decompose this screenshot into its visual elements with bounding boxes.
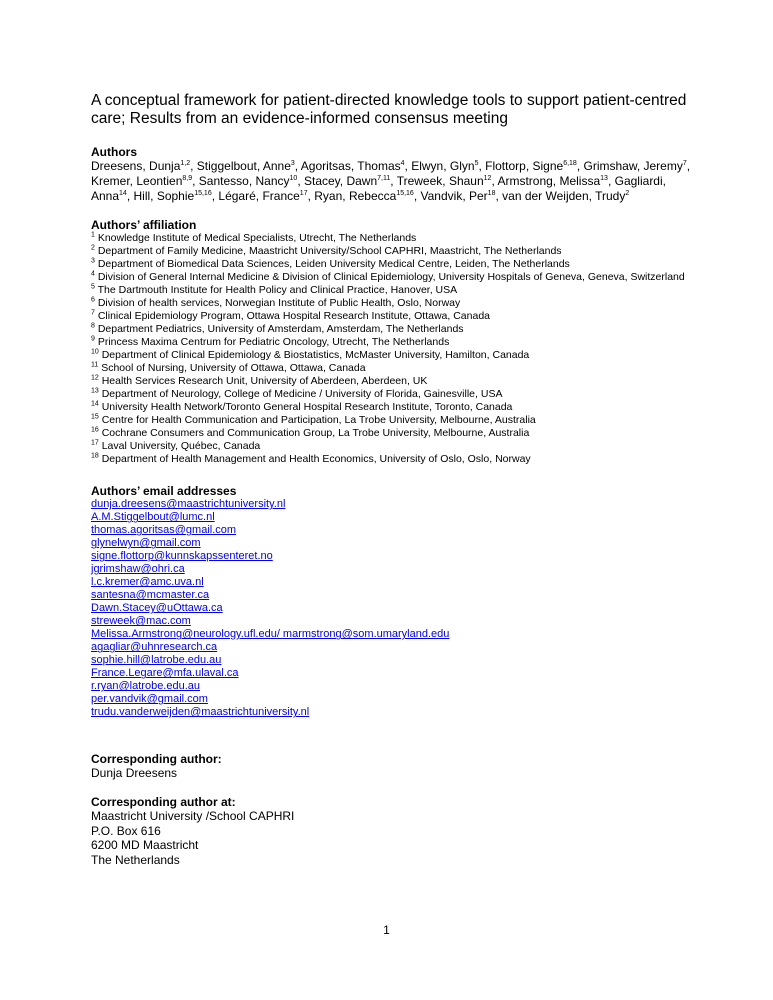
author-name: Santesso, Nancy <box>198 173 290 188</box>
affiliation-item <box>91 375 691 388</box>
email-link[interactable]: glynelwyn@gmail.com <box>91 537 201 550</box>
address-line: The Netherlands <box>91 852 180 867</box>
author-name: Ryan, Rebecca <box>314 188 397 203</box>
email-item <box>91 524 691 537</box>
affiliation-number: 7 <box>91 309 95 317</box>
author-affiliation-ref: 2 <box>625 189 630 197</box>
author-name: Agoritsas, Thomas <box>300 159 401 173</box>
author-list: Dreesens, Dunja$^{1,2}$, Stiggelbout, Anne$^3$, Agoritsas, Thomas$^4$, Elwyn, Glyn$^5$, Flottorp, Signe$^{6,18}$, Grimshaw, Jeremy$^7$, Kremer, Leontien$^{8,9}$, Santesso, Nancy$^{10}$, Stacey, Dawn$^{7,11}$, Treweek, Shaun$^{12}$, Armstrong, Melissa$^{13}$, Gagliardi, Anna$^{14}$, Hill, Sophie$^{15,16}$, Légaré, France$^{17}$, Ryan, Rebecca$^{15,16}$, Vandvik, Per$^{18}$, van der Weijden, Trudy$^2$ <box>91 159 691 203</box>
email-item <box>91 641 691 654</box>
email-link[interactable]: Dawn.Stacey@uOttawa.ca <box>91 602 223 615</box>
author-name: Stacey, Dawn <box>303 173 378 188</box>
author-name: Flottorp, Signe <box>485 159 564 173</box>
affiliation-item <box>91 453 691 466</box>
email-item <box>91 563 691 576</box>
affiliation-item <box>91 427 691 440</box>
affiliation-item <box>91 258 691 271</box>
affiliation-text: The Dartmouth Institute for Health Policy and Clinical Practice, Hanover, USA <box>97 284 458 297</box>
affiliation-number: 18 <box>91 452 99 460</box>
affiliation-text: Clinical Epidemiology Program, Ottawa Hospital Research Institute, Ottawa, Canada <box>97 310 491 323</box>
affiliation-item <box>91 284 691 297</box>
email-link[interactable]: trudu.vanderweijden@maastrichtuniversity.nl <box>91 706 310 719</box>
affiliation-text: Department Pediatrics, University of Amsterdam, Amsterdam, The Netherlands <box>97 323 464 336</box>
author-affiliation-ref: 18 <box>487 189 496 197</box>
page-number: 1 <box>383 923 390 937</box>
email-link[interactable]: per.vandvik@gmail.com <box>91 693 208 706</box>
affiliation-text: Department of Clinical Epidemiology & Biostatistics, McMaster University, Hamilton, Canada <box>101 349 530 362</box>
author-name: van der Weijden, Trudy <box>502 188 626 203</box>
email-list <box>91 498 691 719</box>
email-item <box>91 628 691 641</box>
corresponding-address <box>91 809 691 867</box>
affiliation-text: Department of Neurology, College of Medicine / University of Florida, Gainesville, USA <box>101 388 503 401</box>
author-name: Armstrong, Melissa <box>497 173 601 188</box>
email-link[interactable]: A.M.Stiggelbout@lumc.nl <box>91 511 215 524</box>
address-line: 6200 MD Maastricht <box>91 838 199 853</box>
address-line: Maastricht University /School CAPHRI <box>91 808 295 823</box>
affiliation-text: Department of Health Management and Health Economics, University of Oslo, Oslo, Norway <box>101 453 531 466</box>
email-link[interactable]: streweek@mac.com <box>91 615 191 628</box>
email-link[interactable]: r.ryan@latrobe.edu.au <box>91 680 201 693</box>
email-link[interactable]: France.Legare@mfa.ulaval.ca <box>91 667 239 680</box>
affiliation-item <box>91 414 691 427</box>
authors-heading: Authors <box>91 145 137 159</box>
author-affiliation-ref: 15,16 <box>396 189 414 197</box>
email-item <box>91 693 691 706</box>
email-link[interactable]: jgrimshaw@ohri.ca <box>91 563 185 576</box>
email-item <box>91 680 691 693</box>
author-name: Hill, Sophie <box>133 188 195 203</box>
email-link[interactable]: sophie.hill@latrobe.edu.au <box>91 654 222 667</box>
affiliation-item <box>91 440 691 453</box>
email-heading: Authors’ email addresses <box>91 484 237 499</box>
affiliation-number: 1 <box>91 231 95 239</box>
author-name: Grimshaw, Jeremy <box>583 159 683 173</box>
affiliation-item <box>91 245 691 258</box>
email-item <box>91 602 691 615</box>
corresponding-author-name: Dunja Dreesens <box>91 766 178 781</box>
affiliation-number: 16 <box>91 426 99 434</box>
affiliation-item <box>91 297 691 310</box>
author-name: Gagliardi, Anna <box>91 173 666 203</box>
email-link[interactable]: santesna@mcmaster.ca <box>91 589 210 602</box>
affiliation-number: 10 <box>91 348 99 356</box>
affiliation-list <box>91 232 691 466</box>
affiliation-item <box>91 349 691 362</box>
author-name: Elwyn, Glyn <box>411 159 475 173</box>
author-affiliation-ref: 7,11 <box>377 174 391 182</box>
affiliation-text: Knowledge Institute of Medical Specialists, Utrecht, The Netherlands <box>97 232 417 245</box>
affiliation-item <box>91 388 691 401</box>
author-affiliation-ref: 15,16 <box>194 189 212 197</box>
paper-page <box>91 92 691 867</box>
author-affiliation-ref: 13 <box>600 174 608 182</box>
author-affiliation-ref: 4 <box>400 160 405 167</box>
author-affiliation-ref: 14 <box>119 189 127 197</box>
author-name: Treweek, Shaun <box>396 173 484 188</box>
affiliation-number: 4 <box>91 270 95 278</box>
author-affiliation-ref: 12 <box>483 174 492 182</box>
corresponding-author-heading: Corresponding author: <box>91 752 222 767</box>
affiliation-text: Department of Family Medicine, Maastricht University/School CAPHRI, Maastricht, The Netherlands <box>97 245 562 258</box>
author-name: Vandvik, Per <box>420 188 488 203</box>
email-item <box>91 498 691 511</box>
affiliation-text: University Health Network/Toronto General Hospital Research Institute, Toronto, Canada <box>101 401 513 414</box>
affiliation-number: 8 <box>91 322 95 330</box>
email-link[interactable]: dunja.dreesens@maastrichtuniversity.nl <box>91 498 286 511</box>
affiliation-text: Division of General Internal Medicine & Division of Clinical Epidemiology, University Hospitals of Geneva, Geneva, Switzerland <box>97 271 685 284</box>
affiliation-number: 13 <box>91 387 99 395</box>
affiliation-number: 2 <box>91 244 95 252</box>
affiliation-number: 3 <box>91 257 95 265</box>
author-name: Dreesens, Dunja <box>91 159 181 173</box>
email-item <box>91 667 691 680</box>
affiliation-number: 11 <box>91 361 99 369</box>
affiliation-item <box>91 362 691 375</box>
affiliation-number: 12 <box>91 374 99 382</box>
email-link[interactable]: Melissa.Armstrong@neurology.ufl.edu/ marmstrong@som.umaryland.edu <box>91 628 450 641</box>
email-item <box>91 511 691 524</box>
email-item <box>91 654 691 667</box>
affiliation-item <box>91 232 691 245</box>
author-affiliation-ref: 5 <box>474 160 479 167</box>
email-link[interactable]: agagliar@uhnresearch.ca <box>91 641 218 654</box>
affiliation-text: Laval University, Québec, Canada <box>101 440 261 453</box>
author-affiliation-ref: 1,2 <box>180 160 191 167</box>
email-link[interactable]: thomas.agoritsas@gmail.com <box>91 524 237 537</box>
author-affiliation-ref: 3 <box>290 160 295 167</box>
address-line: P.O. Box 616 <box>91 823 161 838</box>
author-name: Kremer, Leontien <box>91 173 183 188</box>
email-item <box>91 576 691 589</box>
email-link[interactable]: signe.flottorp@kunnskapssenteret.no <box>91 550 273 563</box>
email-item <box>91 550 691 563</box>
author-affiliation-ref: 7 <box>682 160 687 167</box>
email-link[interactable]: l.c.kremer@amc.uva.nl <box>91 576 204 589</box>
affiliation-text: Department of Biomedical Data Sciences, Leiden University Medical Centre, Leiden, The Netherlands <box>97 258 570 271</box>
email-item <box>91 615 691 628</box>
email-item <box>91 537 691 550</box>
author-affiliation-ref: 8,9 <box>182 174 193 182</box>
affiliation-heading: Authors’ affiliation <box>91 218 197 233</box>
affiliation-number: 17 <box>91 439 99 447</box>
affiliation-text: School of Nursing, University of Ottawa, Ottawa, Canada <box>101 362 366 375</box>
affiliation-number: 15 <box>91 413 99 421</box>
affiliation-item <box>91 336 691 349</box>
affiliation-item <box>91 310 691 323</box>
affiliation-text: Princess Maxima Centrum for Pediatric Oncology, Utrecht, The Netherlands <box>97 336 450 349</box>
affiliation-number: 6 <box>91 296 95 304</box>
author-affiliation-ref: 17 <box>299 189 308 197</box>
email-item <box>91 589 691 602</box>
author-name: Légaré, France <box>218 188 300 203</box>
author-name: Stiggelbout, Anne <box>196 159 291 173</box>
corresponding-address-heading: Corresponding author at: <box>91 794 236 809</box>
affiliation-text: Health Services Research Unit, University of Aberdeen, Aberdeen, UK <box>101 375 428 388</box>
affiliation-text: Division of health services, Norwegian Institute of Public Health, Oslo, Norway <box>97 297 461 310</box>
email-item <box>91 706 691 719</box>
affiliation-text: Cochrane Consumers and Communication Group, La Trobe University, Melbourne, Australia <box>101 427 530 440</box>
author-affiliation-ref: 6,18 <box>563 160 577 167</box>
paper-title: A conceptual framework for patient-directed knowledge tools to support patient-centred care; Results from an evidence-informed consensus meeting <box>91 92 687 127</box>
affiliation-number: 5 <box>91 283 95 291</box>
affiliation-number: 14 <box>91 400 99 408</box>
affiliation-text: Centre for Health Communication and Participation, La Trobe University, Melbourne, Australia <box>101 414 536 427</box>
affiliation-number: 9 <box>91 335 95 343</box>
affiliation-item <box>91 271 691 284</box>
author-affiliation-ref: 10 <box>289 174 298 182</box>
affiliation-item <box>91 323 691 336</box>
affiliation-item <box>91 401 691 414</box>
